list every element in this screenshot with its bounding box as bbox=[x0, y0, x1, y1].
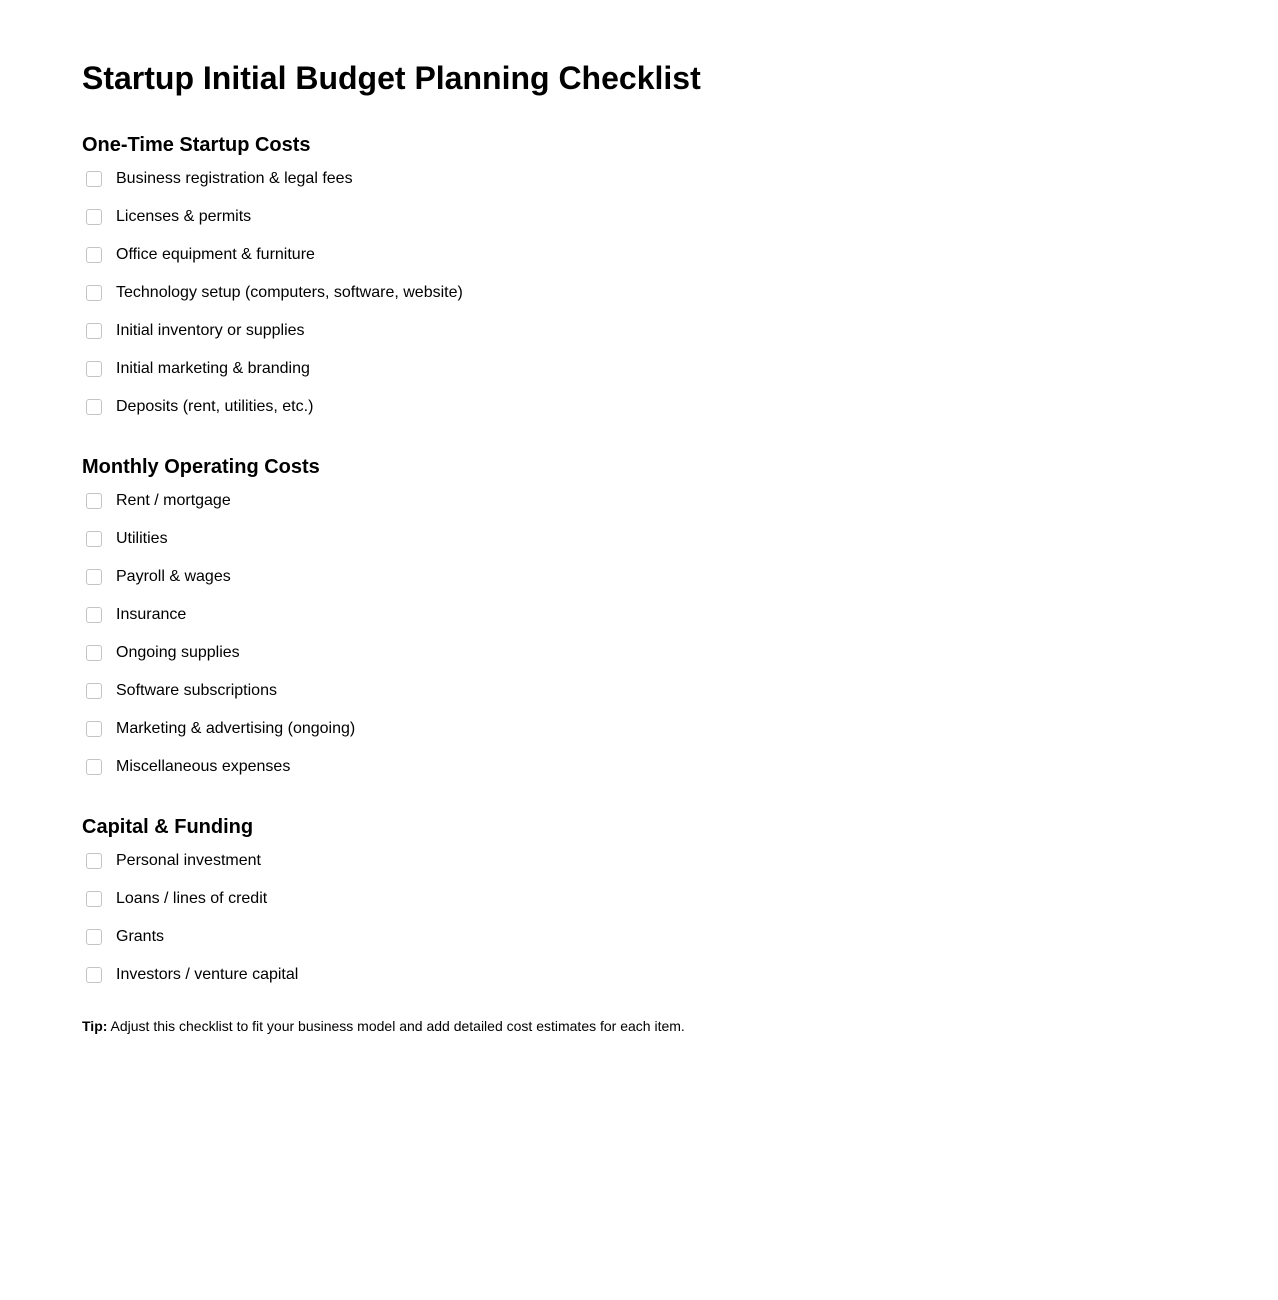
checklist-item[interactable]: Business registration & legal fees bbox=[86, 169, 353, 189]
checkbox[interactable] bbox=[86, 759, 102, 775]
checklist-item[interactable]: Office equipment & furniture bbox=[86, 245, 315, 265]
checkbox[interactable] bbox=[86, 493, 102, 509]
checklist-item[interactable]: Deposits (rent, utilities, etc.) bbox=[86, 397, 313, 417]
section-heading-monthly-costs: Monthly Operating Costs bbox=[82, 456, 320, 478]
checkbox[interactable] bbox=[86, 929, 102, 945]
checkbox[interactable] bbox=[86, 683, 102, 699]
checklist-item[interactable]: Personal investment bbox=[86, 851, 261, 871]
checkbox[interactable] bbox=[86, 531, 102, 547]
checkbox[interactable] bbox=[86, 645, 102, 661]
checkbox[interactable] bbox=[86, 853, 102, 869]
tip-text: Adjust this checklist to fit your business model and add detailed cost estimates for each item. bbox=[107, 1018, 685, 1034]
checklist-item[interactable]: Rent / mortgage bbox=[86, 491, 231, 511]
checkbox[interactable] bbox=[86, 209, 102, 225]
checkbox[interactable] bbox=[86, 323, 102, 339]
section-heading-capital-funding: Capital & Funding bbox=[82, 816, 254, 838]
checklist-item[interactable]: Insurance bbox=[86, 605, 186, 625]
checkbox[interactable] bbox=[86, 607, 102, 623]
section-heading-one-time-costs: One-Time Startup Costs bbox=[82, 134, 311, 156]
checkbox[interactable] bbox=[86, 247, 102, 263]
checklist-item[interactable]: Investors / venture capital bbox=[86, 965, 298, 985]
tip-label: Tip: bbox=[82, 1018, 108, 1034]
checklist-item[interactable]: Loans / lines of credit bbox=[86, 889, 267, 909]
checkbox[interactable] bbox=[86, 285, 102, 301]
checklist-item[interactable]: Grants bbox=[86, 927, 164, 947]
checkbox[interactable] bbox=[86, 361, 102, 377]
checkbox[interactable] bbox=[86, 569, 102, 585]
checklist-item[interactable]: Utilities bbox=[86, 529, 168, 549]
checklist-item[interactable]: Initial inventory or supplies bbox=[86, 321, 305, 341]
checkbox[interactable] bbox=[86, 891, 102, 907]
checklist-item[interactable]: Licenses & permits bbox=[86, 207, 251, 227]
checkbox[interactable] bbox=[86, 967, 102, 983]
checklist-item[interactable]: Payroll & wages bbox=[86, 567, 231, 587]
checklist-item[interactable]: Technology setup (computers, software, website) bbox=[86, 283, 463, 303]
checklist-item[interactable]: Initial marketing & branding bbox=[86, 359, 310, 379]
checklist-item[interactable]: Marketing & advertising (ongoing) bbox=[86, 719, 355, 739]
checkbox[interactable] bbox=[86, 721, 102, 737]
checklist-item[interactable]: Software subscriptions bbox=[86, 681, 277, 701]
checklist-item[interactable]: Miscellaneous expenses bbox=[86, 757, 290, 777]
tip-note bbox=[82, 1017, 685, 1035]
checklist-item[interactable]: Ongoing supplies bbox=[86, 643, 240, 663]
checkbox[interactable] bbox=[86, 399, 102, 415]
page-title: Startup Initial Budget Planning Checklist bbox=[82, 60, 701, 96]
checkbox[interactable] bbox=[86, 171, 102, 187]
